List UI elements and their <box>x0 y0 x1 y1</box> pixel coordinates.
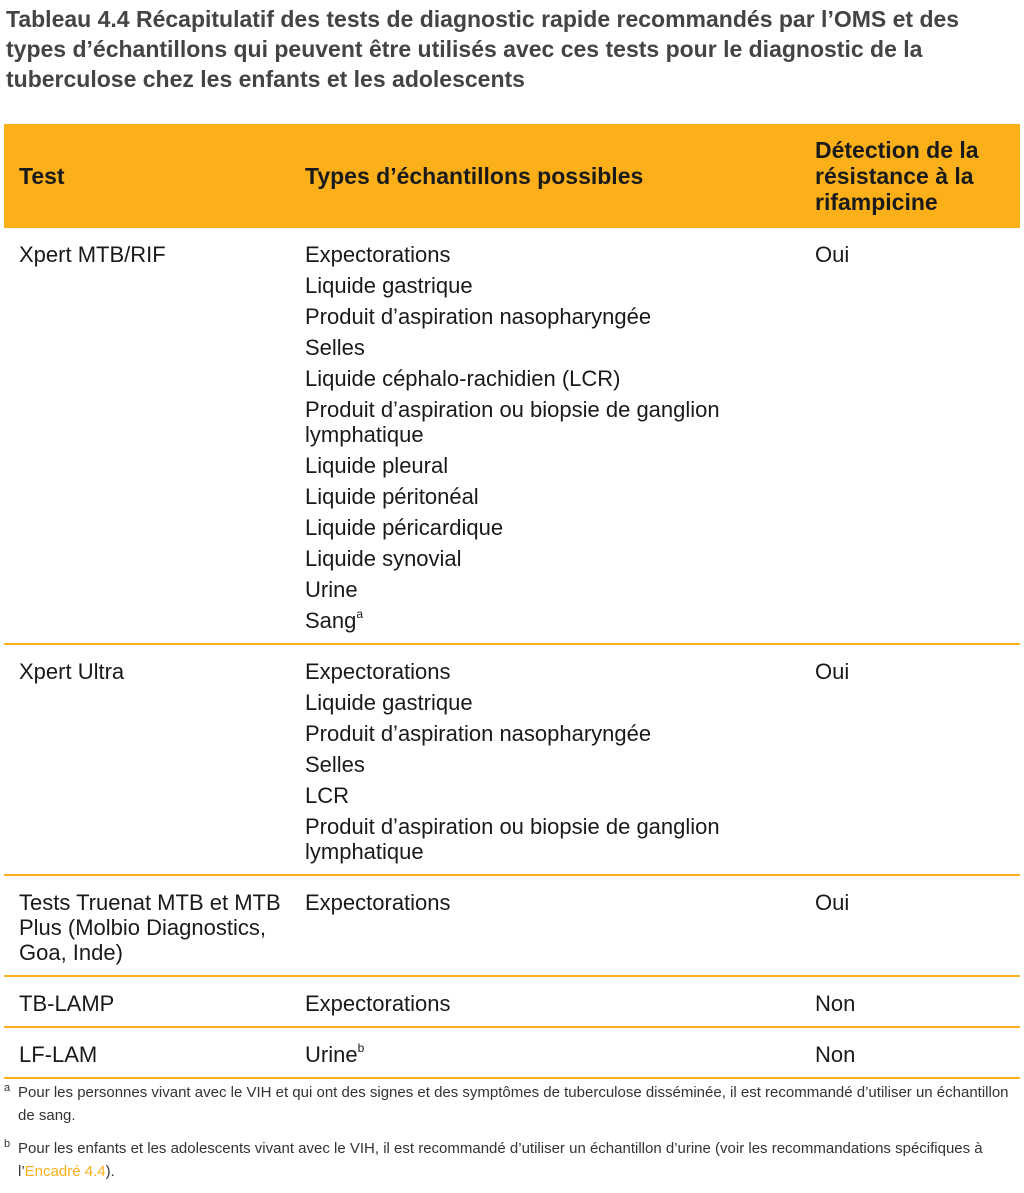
table-row <box>4 976 1020 1027</box>
sample-text: Urine <box>305 577 358 602</box>
table-row <box>4 875 1020 976</box>
cell-resistance: Non <box>800 976 1020 1027</box>
sample-text: Expectorations <box>305 991 451 1016</box>
table-row <box>4 644 1020 875</box>
header-test: Test <box>4 124 290 228</box>
diagnostic-tests-table <box>4 124 1020 1079</box>
footnote-text: Pour les enfants et les adolescents vivant avec le VIH, il est recommandé d’utiliser un échantillon d’urine (voir les recommandations spécifiques à l’ <box>18 1140 983 1180</box>
sample-item <box>305 577 792 602</box>
encadre-link[interactable]: Encadré 4.4 <box>24 1163 106 1180</box>
sample-item <box>305 608 792 633</box>
footnote-text-end: ). <box>105 1163 115 1180</box>
cell-resistance: Oui <box>800 875 1020 976</box>
sample-text: Produit d’aspiration ou biopsie de ganglion lymphatique <box>305 397 720 447</box>
cell-resistance: Non <box>800 1027 1020 1078</box>
footnote-ref: a <box>356 606 364 621</box>
table-header <box>4 124 1020 228</box>
sample-item <box>305 335 792 360</box>
cell-test: LF-LAM <box>4 1027 290 1078</box>
footnote-b <box>4 1137 1020 1183</box>
sample-item <box>305 890 792 915</box>
sample-text: Liquide gastrique <box>305 273 473 298</box>
sample-text: Produit d’aspiration ou biopsie de ganglion lymphatique <box>305 814 720 864</box>
cell-samples <box>290 228 800 644</box>
sample-item <box>305 752 792 777</box>
header-samples: Types d’échantillons possibles <box>290 124 800 228</box>
cell-samples <box>290 976 800 1027</box>
sample-item <box>305 721 792 746</box>
sample-item <box>305 690 792 715</box>
sample-text: Produit d’aspiration nasopharyngée <box>305 304 652 329</box>
table-body <box>4 228 1020 1078</box>
cell-test: TB-LAMP <box>4 976 290 1027</box>
sample-text: Liquide pleural <box>305 453 449 478</box>
sample-text: Selles <box>305 752 365 777</box>
sample-item <box>305 484 792 509</box>
footnote-marker: b <box>4 1138 11 1150</box>
cell-test: Xpert MTB/RIF <box>4 228 290 644</box>
sample-text: Expectorations <box>305 659 451 684</box>
footnote-marker: a <box>4 1082 11 1094</box>
sample-item <box>305 515 792 540</box>
sample-text: Sang <box>305 608 357 633</box>
sample-text: Liquide gastrique <box>305 690 473 715</box>
table-row <box>4 228 1020 644</box>
sample-item <box>305 397 792 447</box>
sample-text: Produit d’aspiration nasopharyngée <box>305 721 652 746</box>
table-title: Tableau 4.4 Récapitulatif des tests de diagnostic rapide recommandés par l’OMS et des types d’échantillons qui peuvent être utilisés avec ces tests pour le diagnostic de la tuberculose chez les enfants et les adolescents <box>6 6 960 92</box>
cell-resistance: Oui <box>800 228 1020 644</box>
header-resistance: Détection de la résistance à la rifampicine <box>800 124 1020 228</box>
sample-item <box>305 366 792 391</box>
footnotes <box>4 1081 1020 1193</box>
sample-item <box>305 783 792 808</box>
sample-text: Liquide péricardique <box>305 515 504 540</box>
sample-text: Liquide péritonéal <box>305 484 479 509</box>
cell-test: Xpert Ultra <box>4 644 290 875</box>
sample-text: Selles <box>305 335 365 360</box>
footnote-a <box>4 1081 1020 1127</box>
cell-resistance: Oui <box>800 644 1020 875</box>
sample-item <box>305 304 792 329</box>
sample-text: Liquide synovial <box>305 546 462 571</box>
cell-samples <box>290 644 800 875</box>
cell-test: Tests Truenat MTB et MTB Plus (Molbio Diagnostics, Goa, Inde) <box>4 875 290 976</box>
sample-item <box>305 273 792 298</box>
sample-text: Liquide céphalo-rachidien (LCR) <box>305 366 621 391</box>
sample-item <box>305 814 792 864</box>
sample-item <box>305 659 792 684</box>
sample-text: Urine <box>305 1042 358 1067</box>
sample-text: Expectorations <box>305 242 451 267</box>
sample-item <box>305 1042 792 1067</box>
sample-text: LCR <box>305 783 350 808</box>
cell-samples <box>290 1027 800 1078</box>
footnote-text: Pour les personnes vivant avec le VIH et qui ont des signes et des symptômes de tuberculose disséminée, il est recommandé d’utiliser un échantillon de sang. <box>18 1084 1009 1124</box>
sample-text: Expectorations <box>305 890 451 915</box>
table-row <box>4 1027 1020 1078</box>
footnote-ref: b <box>357 1040 365 1055</box>
cell-samples <box>290 875 800 976</box>
sample-item <box>305 242 792 267</box>
sample-item <box>305 453 792 478</box>
sample-item <box>305 991 792 1016</box>
sample-item <box>305 546 792 571</box>
